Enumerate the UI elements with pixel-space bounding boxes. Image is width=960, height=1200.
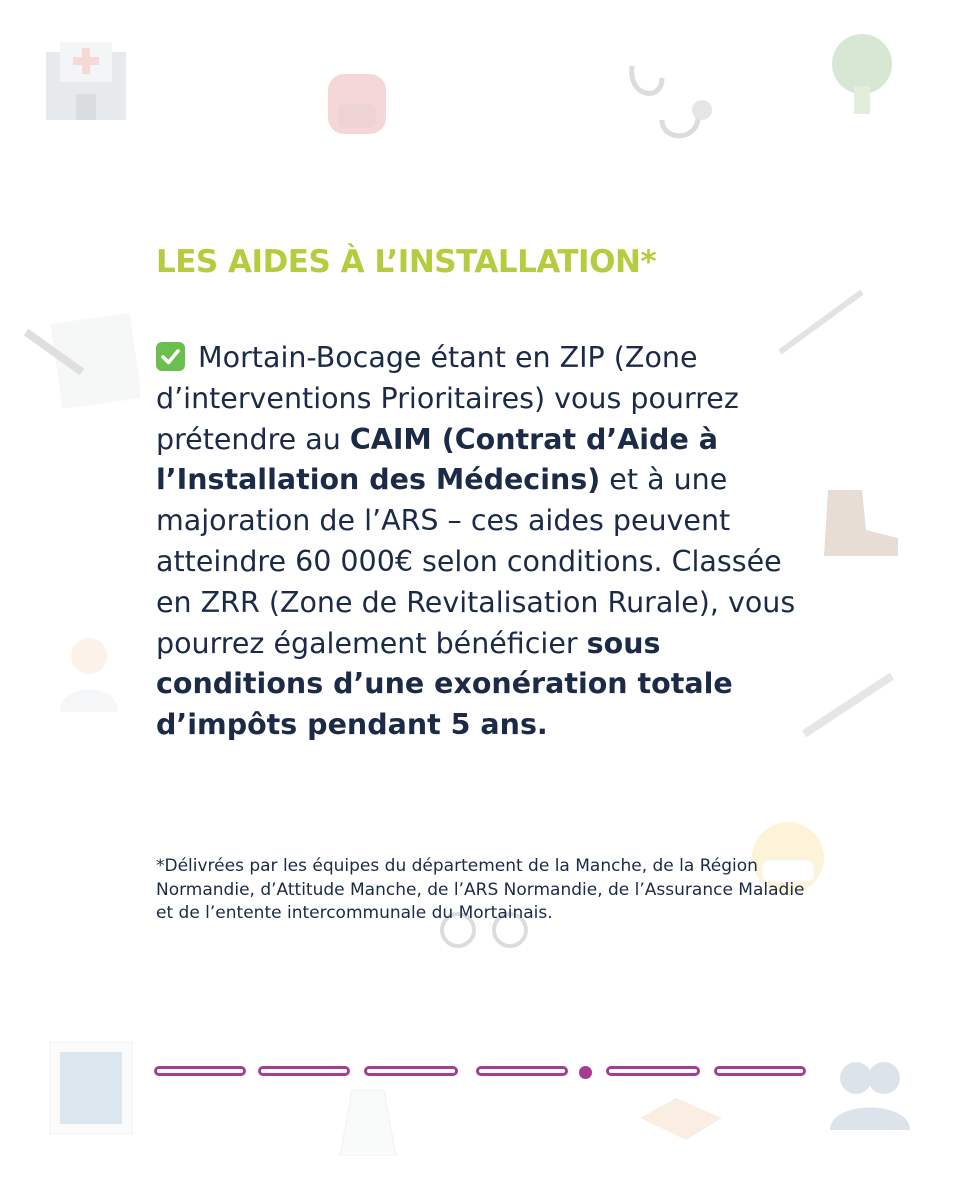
health-worker-icon [56,632,122,712]
body-bold-caim: CAIM (Contrat d’Aide à l’Installation des Médecins) [156,422,718,497]
body-text-part-2: et à une majoration de l’ARS – ces aides peuvent atteindre 60 000€ selon conditions. Classée en ZRR (Zone de Revitalisation Rurale), vous pourrez également bénéficier [156,463,796,660]
handshake-icon [636,1088,726,1144]
progress-segment [714,1066,806,1076]
body-bold-exoneration: sous conditions d’une exonération totale d’impôts pendant 5 ans. [156,626,733,742]
progress-segment [606,1066,700,1076]
x-ray-icon [46,1038,136,1138]
backpack-icon [322,64,392,136]
progress-segment [154,1066,246,1076]
hiking-boot-icon [818,486,902,560]
progress-segment [476,1066,568,1076]
body-text-part-1: Mortain-Bocage étant en ZIP (Zone d’interventions Prioritaires) vous pourrez prétendre au [156,341,739,456]
document-quill-icon [22,312,140,408]
progress-segment [364,1066,458,1076]
lab-coat-icon [338,1086,398,1156]
footnote: *Délivrées par les équipes du département de la Manche, de la Région Normandie, d’Attitude Manche, de l’ARS Normandie, de l’Assurance Maladie et de l’entente intercommunale du Mortainais. [156,856,805,923]
broccoli-icon [822,30,902,116]
slide-progress-indicator [0,1066,960,1082]
progress-current-dot [579,1066,592,1079]
stethoscope-icon [622,58,718,144]
check-mark-button-icon [156,342,185,371]
progress-segment [258,1066,350,1076]
body-paragraph [156,338,816,746]
section-heading: LES AIDES À L’INSTALLATION* [156,244,657,280]
hospital-icon [40,38,132,124]
